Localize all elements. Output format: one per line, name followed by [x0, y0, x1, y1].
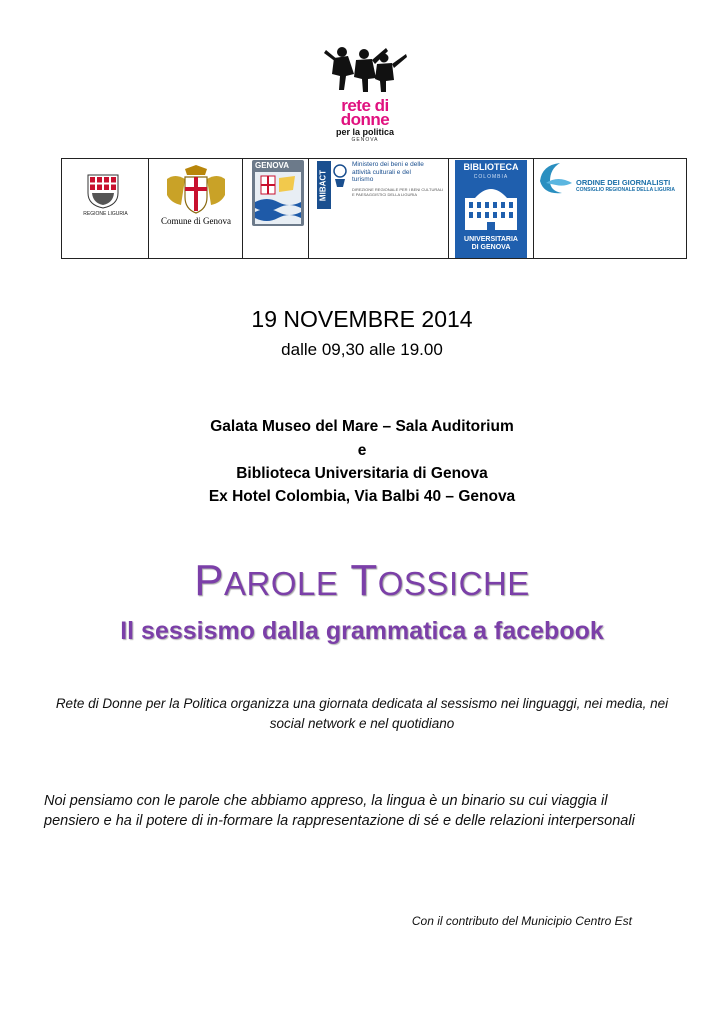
sponsor-cell-biblioteca: [449, 159, 534, 258]
title-rest-2: OSSICHE: [377, 565, 530, 602]
quote-paragraph: Noi pensiamo con le parole che abbiamo appreso, la lingua è un binario su cui viaggia il pensiero e ha il potere di in-formare la rappresentazione di sé e delle relazioni interpersonali: [44, 793, 635, 829]
biblioteca-bottom-line-1: UNIVERSITARIA: [464, 236, 518, 243]
credit-line: Con il contributo del Municipio Centro Est: [411, 914, 632, 928]
sponsor-logos-table: [61, 158, 687, 259]
mibact-text: [352, 161, 448, 197]
sponsor-cell-regione: [62, 159, 149, 258]
regione-liguria-label: REGIONE LIGURIA: [83, 211, 128, 217]
genova-wave-icon: [255, 172, 301, 224]
title-rest-1: AROLE: [224, 565, 339, 602]
venue-line-4: Ex Hotel Colombia, Via Balbi 40 – Genova: [208, 488, 516, 505]
mibact-line-2: attività culturali e del: [352, 168, 411, 176]
biblioteca-bottom-label: [455, 236, 527, 252]
regione-liguria-shield-icon: [86, 173, 120, 209]
ordine-line-2: CONSIGLIO REGIONALE DELLA LIGURIA: [576, 187, 675, 193]
mibact-line-1: Ministero dei beni e delle: [352, 161, 424, 168]
ordine-line-1: ORDINE DEI GIORNALISTI: [576, 178, 671, 187]
venue-line-3: Biblioteca Universitaria di Genova: [236, 465, 488, 482]
intro-paragraph: Rete di Donne per la Politica organizza una giornata dedicata al sessismo nei linguaggi, nei media, nei social network e nel quotidiano: [55, 696, 669, 731]
page-title: [0, 556, 724, 606]
genova-logo-label: GENOVA: [255, 161, 290, 170]
logo-line-1: rete di: [341, 96, 389, 115]
sponsor-cell-comune: [149, 159, 243, 258]
biblioteca-top-label: BIBLIOTECA: [463, 162, 519, 172]
mibact-line-3: turismo: [352, 176, 374, 183]
event-date: 19 NOVEMBRE 2014: [251, 306, 473, 332]
logo-city: GENOVA: [351, 137, 379, 143]
sponsor-cell-ordine: [534, 159, 686, 258]
genova-logo-tile: [252, 160, 304, 226]
mibact-line-4: DIREZIONE REGIONALE PER I BENI CULTURALI: [352, 186, 444, 192]
title-initial-2: T: [350, 556, 378, 605]
venue-line-2: e: [357, 442, 367, 459]
sponsor-cell-mibact: [309, 159, 449, 258]
event-hours: dalle 09,30 alle 19.00: [281, 340, 443, 359]
mibact-line-5: E PAESAGGISTICI DELLA LIGURIA: [352, 191, 418, 197]
page-subtitle: Il sessismo dalla grammatica a facebook: [120, 617, 604, 645]
comune-genova-label: Comune di Genova: [161, 216, 231, 226]
logo-line-2: donne: [340, 110, 390, 129]
mibact-emblem-icon: [331, 163, 349, 189]
sponsor-cell-genova: [243, 159, 309, 258]
biblioteca-mid-label: COLOMBIA: [473, 174, 509, 180]
biblioteca-building-icon: [461, 180, 521, 232]
dancers-icon: [320, 44, 410, 94]
biblioteca-logo-tile: [455, 160, 527, 258]
logo-line-3: per la politica: [335, 127, 395, 137]
biblioteca-bottom-line-2: DI GENOVA: [471, 244, 511, 251]
rete-di-donne-logo: [320, 44, 410, 144]
venue-line-1: Galata Museo del Mare – Sala Auditorium: [210, 418, 514, 435]
title-initial-1: P: [194, 556, 225, 605]
comune-genova-coat-of-arms-icon: [163, 165, 229, 217]
mibact-mark: MIBACT: [318, 169, 328, 202]
